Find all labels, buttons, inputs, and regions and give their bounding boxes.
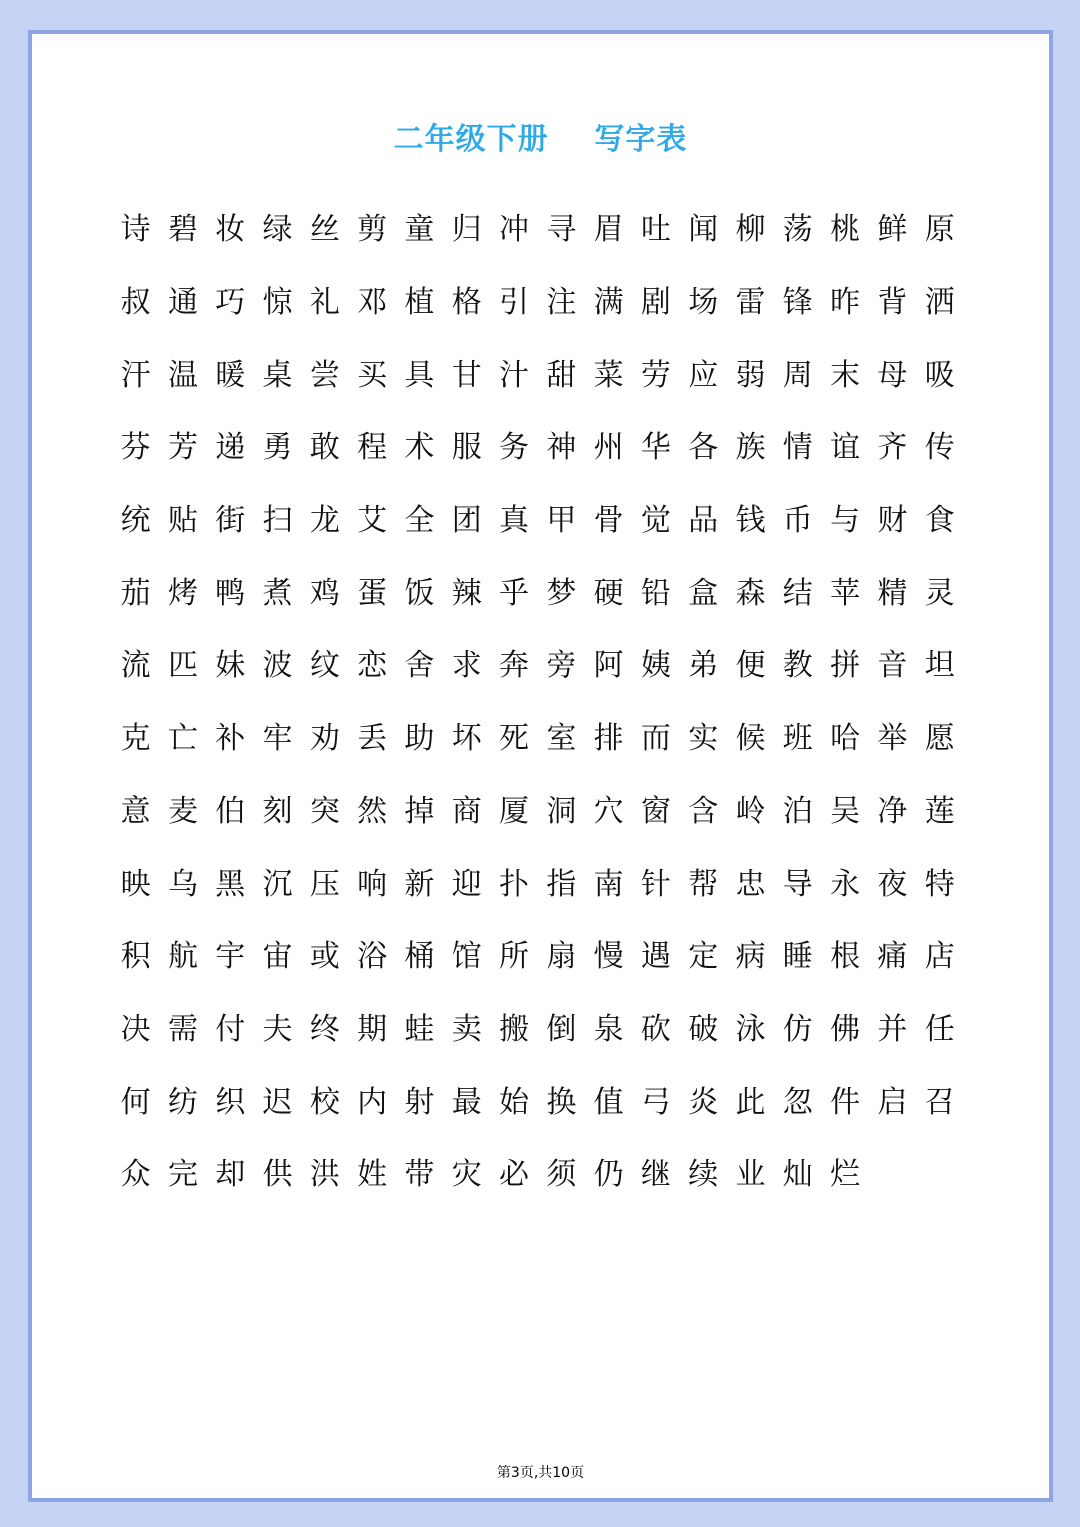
character-cell: 期 — [357, 1011, 388, 1047]
character-cell: 灾 — [451, 1157, 482, 1193]
character-cell: 特 — [924, 866, 955, 902]
character-cell: 统 — [120, 503, 151, 539]
character-cell: 荡 — [782, 212, 813, 248]
character-cell: 助 — [404, 721, 435, 757]
character-cell: 末 — [830, 357, 861, 393]
character-cell: 教 — [782, 648, 813, 684]
character-row — [112, 776, 992, 849]
character-cell: 芬 — [120, 430, 151, 466]
character-cell: 刻 — [262, 793, 293, 829]
character-cell: 响 — [357, 866, 388, 902]
character-cell: 沉 — [262, 866, 293, 902]
character-cell: 召 — [924, 1084, 955, 1120]
character-cell: 佛 — [830, 1011, 861, 1047]
character-cell: 龙 — [309, 503, 340, 539]
character-cell: 始 — [499, 1084, 530, 1120]
character-cell: 仍 — [593, 1157, 624, 1193]
character-row — [112, 1066, 992, 1139]
character-cell: 业 — [735, 1157, 766, 1193]
character-cell: 归 — [451, 212, 482, 248]
character-cell: 应 — [688, 357, 719, 393]
character-cell: 硬 — [593, 575, 624, 611]
character-cell: 背 — [877, 285, 908, 321]
character-row — [112, 557, 992, 630]
character-cell: 程 — [357, 430, 388, 466]
page-sheet — [28, 30, 1053, 1502]
character-cell: 流 — [120, 648, 151, 684]
character-cell: 然 — [357, 793, 388, 829]
character-cell: 克 — [120, 721, 151, 757]
character-cell: 浴 — [357, 939, 388, 975]
character-cell: 睡 — [782, 939, 813, 975]
character-cell: 决 — [120, 1011, 151, 1047]
character-cell: 全 — [404, 503, 435, 539]
character-cell: 候 — [735, 721, 766, 757]
character-cell: 校 — [309, 1084, 340, 1120]
character-cell: 掉 — [404, 793, 435, 829]
character-cell: 宇 — [215, 939, 246, 975]
character-cell: 妹 — [215, 648, 246, 684]
character-cell: 夜 — [877, 866, 908, 902]
character-cell: 碧 — [167, 212, 198, 248]
character-cell: 礼 — [309, 285, 340, 321]
character-cell: 森 — [735, 575, 766, 611]
character-cell: 眉 — [593, 212, 624, 248]
character-cell: 伯 — [215, 793, 246, 829]
character-cell: 各 — [688, 430, 719, 466]
character-cell: 实 — [688, 721, 719, 757]
character-cell: 付 — [215, 1011, 246, 1047]
character-cell: 尝 — [309, 357, 340, 393]
character-cell: 含 — [688, 793, 719, 829]
character-cell: 烤 — [167, 575, 198, 611]
character-cell: 鸭 — [215, 575, 246, 611]
character-cell: 终 — [309, 1011, 340, 1047]
page-title: 二年级下册 写字表 — [393, 122, 688, 157]
character-cell: 店 — [924, 939, 955, 975]
character-cell: 甘 — [451, 357, 482, 393]
character-cell: 团 — [451, 503, 482, 539]
character-cell: 亡 — [167, 721, 198, 757]
character-row — [112, 630, 992, 703]
character-cell: 买 — [357, 357, 388, 393]
character-cell: 汁 — [499, 357, 530, 393]
character-cell: 换 — [546, 1084, 577, 1120]
character-cell: 绿 — [262, 212, 293, 248]
character-cell: 扫 — [262, 503, 293, 539]
character-cell: 意 — [120, 793, 151, 829]
character-cell: 币 — [782, 503, 813, 539]
character-cell: 麦 — [167, 793, 198, 829]
character-cell: 鲜 — [877, 212, 908, 248]
character-cell: 求 — [451, 648, 482, 684]
character-cell: 任 — [924, 1011, 955, 1047]
character-cell: 州 — [593, 430, 624, 466]
character-cell: 压 — [309, 866, 340, 902]
character-cell: 商 — [451, 793, 482, 829]
character-cell: 骨 — [593, 503, 624, 539]
character-cell: 汗 — [120, 357, 151, 393]
character-cell: 突 — [309, 793, 340, 829]
character-cell: 诗 — [120, 212, 151, 248]
character-cell: 岭 — [735, 793, 766, 829]
character-cell: 而 — [640, 721, 671, 757]
character-cell: 完 — [167, 1157, 198, 1193]
character-cell: 乎 — [499, 575, 530, 611]
character-cell: 巧 — [215, 285, 246, 321]
character-cell: 纹 — [309, 648, 340, 684]
character-cell: 迎 — [451, 866, 482, 902]
character-cell: 冲 — [499, 212, 530, 248]
character-cell: 辣 — [451, 575, 482, 611]
character-cell: 宙 — [262, 939, 293, 975]
character-cell: 与 — [830, 503, 861, 539]
character-cell: 舍 — [404, 648, 435, 684]
character-cell: 哈 — [830, 721, 861, 757]
character-cell: 死 — [499, 721, 530, 757]
character-cell: 原 — [924, 212, 955, 248]
character-cell: 馆 — [451, 939, 482, 975]
character-cell: 炎 — [688, 1084, 719, 1120]
character-cell: 蛋 — [357, 575, 388, 611]
character-row — [112, 485, 992, 558]
character-cell: 病 — [735, 939, 766, 975]
character-cell: 钱 — [735, 503, 766, 539]
character-cell: 牢 — [262, 721, 293, 757]
character-cell: 忽 — [782, 1084, 813, 1120]
character-cell: 痛 — [877, 939, 908, 975]
character-cell: 惊 — [262, 285, 293, 321]
character-cell: 觉 — [640, 503, 671, 539]
character-cell: 引 — [499, 285, 530, 321]
character-cell: 丝 — [309, 212, 340, 248]
character-cell: 阿 — [593, 648, 624, 684]
character-cell: 艾 — [357, 503, 388, 539]
character-cell: 或 — [309, 939, 340, 975]
character-cell: 启 — [877, 1084, 908, 1120]
character-cell: 穴 — [593, 793, 624, 829]
character-cell: 室 — [546, 721, 577, 757]
character-cell: 南 — [593, 866, 624, 902]
character-cell: 供 — [262, 1157, 293, 1193]
character-cell: 卖 — [451, 1011, 482, 1047]
character-cell: 坦 — [924, 648, 955, 684]
character-cell: 织 — [215, 1084, 246, 1120]
character-row — [112, 703, 992, 776]
character-cell: 需 — [167, 1011, 198, 1047]
character-cell: 雷 — [735, 285, 766, 321]
character-row — [112, 267, 992, 340]
character-cell: 匹 — [167, 648, 198, 684]
character-cell: 洞 — [546, 793, 577, 829]
character-cell: 弟 — [688, 648, 719, 684]
character-cell: 针 — [640, 866, 671, 902]
character-cell: 夫 — [262, 1011, 293, 1047]
character-cell: 内 — [357, 1084, 388, 1120]
character-cell: 值 — [593, 1084, 624, 1120]
character-cell: 妆 — [215, 212, 246, 248]
character-cell: 并 — [877, 1011, 908, 1047]
character-row — [112, 1139, 992, 1212]
character-cell: 华 — [640, 430, 671, 466]
character-cell: 甜 — [546, 357, 577, 393]
character-cell: 航 — [167, 939, 198, 975]
character-cell: 砍 — [640, 1011, 671, 1047]
character-cell: 煮 — [262, 575, 293, 611]
character-cell: 族 — [735, 430, 766, 466]
character-cell: 铅 — [640, 575, 671, 611]
character-cell: 最 — [451, 1084, 482, 1120]
character-cell: 奔 — [499, 648, 530, 684]
character-cell: 举 — [877, 721, 908, 757]
character-grid — [112, 194, 992, 1212]
character-cell: 桶 — [404, 939, 435, 975]
character-cell: 却 — [215, 1157, 246, 1193]
character-cell: 弓 — [640, 1084, 671, 1120]
character-cell: 吸 — [924, 357, 955, 393]
character-cell: 带 — [404, 1157, 435, 1193]
character-row — [112, 921, 992, 994]
character-cell: 泊 — [782, 793, 813, 829]
character-cell: 盒 — [688, 575, 719, 611]
character-cell: 劳 — [640, 357, 671, 393]
character-cell: 泉 — [593, 1011, 624, 1047]
character-cell: 注 — [546, 285, 577, 321]
character-cell: 扑 — [499, 866, 530, 902]
character-row — [112, 848, 992, 921]
character-cell: 勇 — [262, 430, 293, 466]
character-cell: 街 — [215, 503, 246, 539]
character-cell: 搬 — [499, 1011, 530, 1047]
character-cell: 烂 — [830, 1157, 861, 1193]
character-cell: 恋 — [357, 648, 388, 684]
character-cell: 茄 — [120, 575, 151, 611]
character-cell: 指 — [546, 866, 577, 902]
character-cell: 遇 — [640, 939, 671, 975]
character-cell: 递 — [215, 430, 246, 466]
character-cell: 敢 — [309, 430, 340, 466]
character-cell: 饭 — [404, 575, 435, 611]
character-cell: 通 — [167, 285, 198, 321]
character-cell: 件 — [830, 1084, 861, 1120]
character-cell: 此 — [735, 1084, 766, 1120]
page-number: 第3页,共10页 — [496, 1465, 585, 1481]
character-cell: 品 — [688, 503, 719, 539]
character-cell: 贴 — [167, 503, 198, 539]
character-cell: 吴 — [830, 793, 861, 829]
character-cell: 姨 — [640, 648, 671, 684]
character-cell: 姓 — [357, 1157, 388, 1193]
character-cell: 周 — [782, 357, 813, 393]
character-cell: 劝 — [309, 721, 340, 757]
character-cell: 昨 — [830, 285, 861, 321]
character-cell: 帮 — [688, 866, 719, 902]
character-cell: 苹 — [830, 575, 861, 611]
character-cell: 童 — [404, 212, 435, 248]
character-cell: 根 — [830, 939, 861, 975]
character-cell: 必 — [499, 1157, 530, 1193]
character-cell: 场 — [688, 285, 719, 321]
character-row — [112, 194, 992, 267]
character-cell: 黑 — [215, 866, 246, 902]
character-cell: 术 — [404, 430, 435, 466]
character-cell: 旁 — [546, 648, 577, 684]
character-row — [112, 412, 992, 485]
character-cell: 波 — [262, 648, 293, 684]
character-cell: 仿 — [782, 1011, 813, 1047]
character-cell: 谊 — [830, 430, 861, 466]
character-cell: 忠 — [735, 866, 766, 902]
character-cell: 乌 — [167, 866, 198, 902]
character-cell: 排 — [593, 721, 624, 757]
character-cell: 导 — [782, 866, 813, 902]
character-cell: 众 — [120, 1157, 151, 1193]
character-cell: 倒 — [546, 1011, 577, 1047]
character-cell: 具 — [404, 357, 435, 393]
character-cell: 灵 — [924, 575, 955, 611]
character-cell: 桌 — [262, 357, 293, 393]
character-cell: 食 — [924, 503, 955, 539]
character-cell: 务 — [499, 430, 530, 466]
character-cell: 财 — [877, 503, 908, 539]
character-cell: 莲 — [924, 793, 955, 829]
character-cell: 续 — [688, 1157, 719, 1193]
character-cell: 满 — [593, 285, 624, 321]
character-cell: 传 — [924, 430, 955, 466]
character-cell: 愿 — [924, 721, 955, 757]
character-cell: 洒 — [924, 285, 955, 321]
character-cell: 剧 — [640, 285, 671, 321]
character-cell: 积 — [120, 939, 151, 975]
character-cell: 弱 — [735, 357, 766, 393]
character-cell: 扇 — [546, 939, 577, 975]
character-cell: 新 — [404, 866, 435, 902]
character-cell: 芳 — [167, 430, 198, 466]
character-cell: 闻 — [688, 212, 719, 248]
character-cell: 邓 — [357, 285, 388, 321]
character-cell: 齐 — [877, 430, 908, 466]
character-cell: 映 — [120, 866, 151, 902]
character-cell: 蛙 — [404, 1011, 435, 1047]
character-cell: 菜 — [593, 357, 624, 393]
character-cell: 净 — [877, 793, 908, 829]
character-cell: 温 — [167, 357, 198, 393]
character-cell: 纺 — [167, 1084, 198, 1120]
character-cell: 补 — [215, 721, 246, 757]
character-cell: 慢 — [593, 939, 624, 975]
character-cell: 精 — [877, 575, 908, 611]
character-cell: 灿 — [782, 1157, 813, 1193]
character-cell: 泳 — [735, 1011, 766, 1047]
character-cell: 厦 — [499, 793, 530, 829]
character-cell: 继 — [640, 1157, 671, 1193]
character-cell: 真 — [499, 503, 530, 539]
character-cell: 结 — [782, 575, 813, 611]
character-cell: 桃 — [830, 212, 861, 248]
character-cell: 窗 — [640, 793, 671, 829]
character-cell: 锋 — [782, 285, 813, 321]
character-cell: 洪 — [309, 1157, 340, 1193]
character-cell: 柳 — [735, 212, 766, 248]
character-cell: 拼 — [830, 648, 861, 684]
character-cell: 母 — [877, 357, 908, 393]
character-cell: 鸡 — [309, 575, 340, 611]
character-cell: 叔 — [120, 285, 151, 321]
character-cell: 音 — [877, 648, 908, 684]
character-cell: 何 — [120, 1084, 151, 1120]
character-cell: 寻 — [546, 212, 577, 248]
character-cell: 所 — [499, 939, 530, 975]
character-cell: 迟 — [262, 1084, 293, 1120]
character-cell: 剪 — [357, 212, 388, 248]
character-cell: 吐 — [640, 212, 671, 248]
character-cell: 定 — [688, 939, 719, 975]
character-cell: 植 — [404, 285, 435, 321]
character-cell: 坏 — [451, 721, 482, 757]
character-cell: 服 — [451, 430, 482, 466]
character-cell: 情 — [782, 430, 813, 466]
character-cell: 破 — [688, 1011, 719, 1047]
character-cell: 格 — [451, 285, 482, 321]
character-cell: 神 — [546, 430, 577, 466]
character-cell: 永 — [830, 866, 861, 902]
character-cell: 丢 — [357, 721, 388, 757]
character-cell: 便 — [735, 648, 766, 684]
character-cell: 梦 — [546, 575, 577, 611]
character-cell: 须 — [546, 1157, 577, 1193]
character-cell: 暖 — [215, 357, 246, 393]
character-cell: 班 — [782, 721, 813, 757]
character-cell: 射 — [404, 1084, 435, 1120]
character-row — [112, 339, 992, 412]
character-row — [112, 994, 992, 1067]
character-cell: 甲 — [546, 503, 577, 539]
